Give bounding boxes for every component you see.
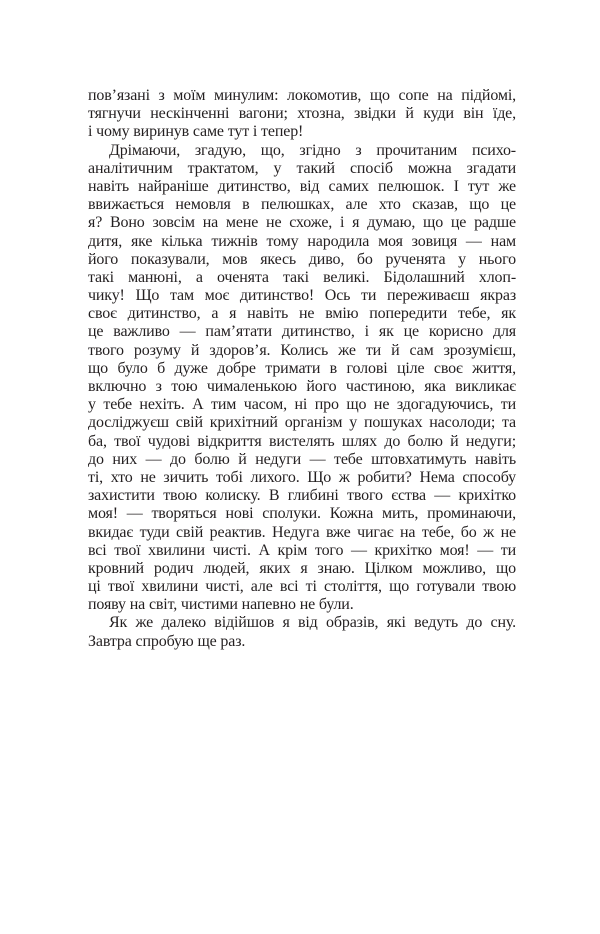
text-line: ці твої хвилини чисті, але всі ті століття, що готували твою bbox=[88, 578, 516, 596]
text-line: твого розуму й здоров’я. Колись же ти й сам зрозумієш, bbox=[88, 341, 516, 359]
text-line: захистити твою колиску. В глибині твого єства — крихітко bbox=[88, 487, 516, 505]
text-line: я? Воно зовсім на мене не схоже, і я думаю, що це радше bbox=[88, 214, 516, 232]
text-line: своє дитинство, а я навіть не вмію попередити тебе, як bbox=[88, 305, 516, 323]
paragraph bbox=[88, 87, 516, 142]
text-line: до них — до болю й недуги — тебе штовхатимуть навіть bbox=[88, 450, 516, 468]
page-body-text bbox=[88, 87, 516, 651]
text-line: тягнучи нескінченні вагони; хтозна, звідки й куди він їде, bbox=[88, 105, 516, 123]
text-line: аналітичним трактатом, у такий спосіб можна згадати bbox=[88, 159, 516, 177]
text-line: пов’язані з моїм минулим: локомотив, що сопе на підйомі, bbox=[88, 87, 516, 104]
text-line: у тебе нехіть. А тим часом, ні про що не здогадуючись, ти bbox=[88, 396, 516, 414]
text-line: Завтра спробую ще раз. bbox=[88, 632, 246, 650]
text-line: чику! Що там моє дитинство! Ось ти переживаєш якраз bbox=[88, 287, 516, 305]
text-line: всі твої хвилини чисті. А крім того — крихітко моя! — ти bbox=[88, 541, 516, 559]
text-line: кровний родич людей, яких я знаю. Цілком можливо, що bbox=[88, 559, 516, 577]
text-line: це важливо — пам’ятати дитинство, і як це корисно для bbox=[88, 323, 516, 341]
text-line: включно з тою чималенькою його частиною, яка викликає bbox=[88, 378, 516, 395]
paragraph bbox=[88, 142, 516, 615]
text-line: Дрімаючи, згадую, що, згідно з прочитаним психо- bbox=[109, 141, 516, 159]
text-line: його показували, мов якесь диво, бо рученята у нього bbox=[88, 250, 516, 268]
text-line: і чому виринув саме тут і тепер! bbox=[88, 123, 304, 141]
text-line: дитя, яке кілька тижнів тому народила моя зовиця — нам bbox=[88, 232, 516, 250]
text-line: Як же далеко відійшов я від образів, які ведуть до сну. bbox=[109, 614, 516, 632]
text-line: вкидає туди свій реактив. Недуга вже чигає на тебе, бо ж не bbox=[88, 523, 516, 541]
text-line: досліджуєш свій крихітний організм у пошуках насолоди; та bbox=[88, 414, 516, 432]
text-line: ті, хто не зичить тобі лихого. Що ж робити? Нема способу bbox=[88, 468, 516, 486]
text-line: навіть найраніше дитинство, від самих пелюшок. І тут же bbox=[88, 177, 516, 195]
text-line: ба, твої чудові відкриття вистелять шлях до болю й недуги; bbox=[88, 432, 516, 450]
paragraph bbox=[88, 614, 516, 650]
text-line: моя! — творяться нові сполуки. Кожна мить, проминаючи, bbox=[88, 505, 516, 523]
text-line: що було б дуже добре тримати в голові ціле своє життя, bbox=[88, 359, 516, 377]
text-line: такі манюні, а оченята такі великі. Бідолашний хлоп- bbox=[88, 268, 516, 286]
text-line: ввижається немовля в пелюшках, але хто сказав, що це bbox=[88, 196, 516, 214]
text-line: появу на світ, чистими напевно не були. bbox=[88, 596, 354, 614]
